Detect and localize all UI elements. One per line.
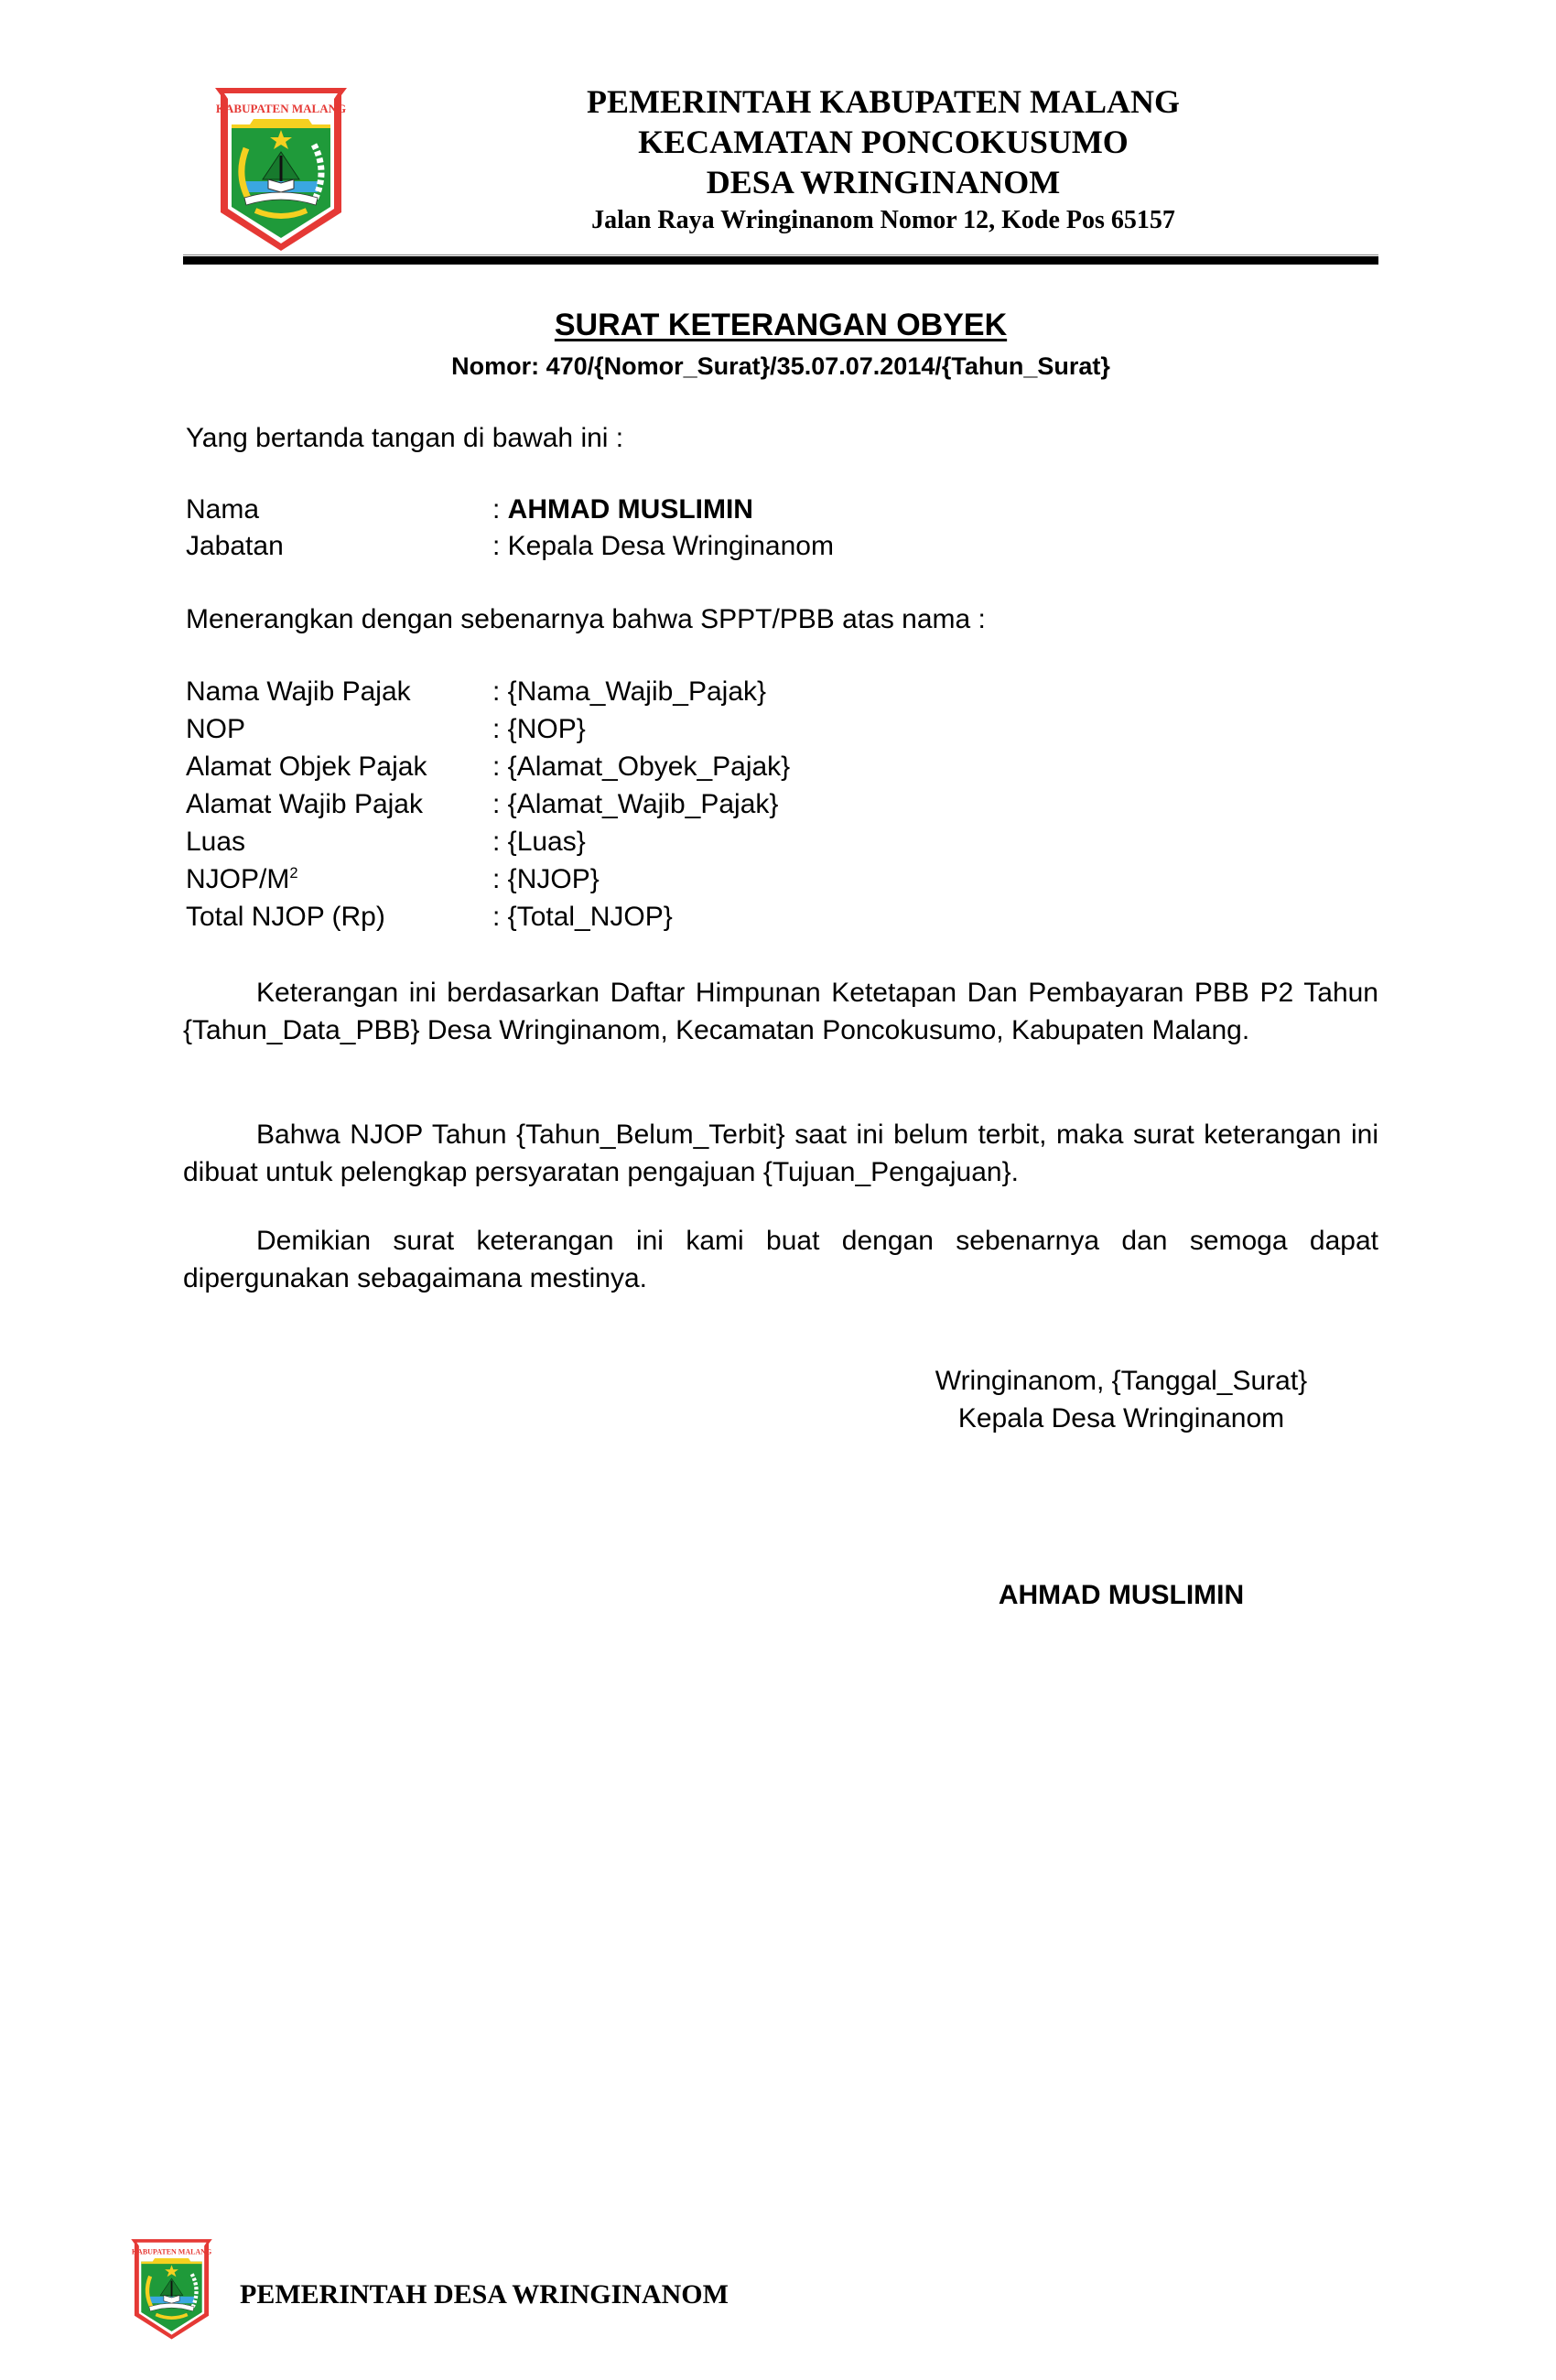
letterhead-rule	[183, 256, 1378, 265]
letterhead-address: Jalan Raya Wringinanom Nomor 12, Kode Pos 65157	[591, 206, 1175, 234]
document-number: Nomor: 470/{Nomor_Surat}/35.07.07.2014/{Tahun_Surat}	[451, 352, 1110, 380]
field-value-nama-wajib-pajak: : {Nama_Wajib_Pajak}	[492, 676, 767, 707]
emblem-icon	[130, 2236, 213, 2342]
signature-name: AHMAD MUSLIMIN	[998, 1580, 1245, 1610]
field-label-total-njop: Total NJOP (Rp)	[186, 902, 385, 932]
colon: :	[492, 494, 508, 525]
footer-text: PEMERINTAH DESA WRINGINANOM	[240, 2279, 729, 2310]
field-value-nop: : {NOP}	[492, 714, 586, 744]
paragraph-closing: Demikian surat keterangan ini kami buat dengan sebenarnya dan semoga dapat dipergunakan sebagaimana mestinya.	[183, 1226, 1378, 1293]
paragraph-basis: Keterangan ini berdasarkan Daftar Himpunan Ketetapan Dan Pembayaran PBB P2 Tahun {Tahun_Data_PBB} Desa Wringinanom, Kecamatan Poncokusumo, Kabupaten Malang.	[183, 978, 1378, 1045]
field-value-njop: : {NJOP}	[492, 864, 600, 894]
field-label-alamat-objek-pajak: Alamat Objek Pajak	[186, 752, 427, 782]
letterhead-government: PEMERINTAH KABUPATEN MALANG	[587, 83, 1180, 120]
field-value-luas: : {Luas}	[492, 827, 586, 857]
superscript-2: 2	[289, 865, 298, 882]
signer-position-value: : Kepala Desa Wringinanom	[492, 531, 834, 561]
field-label-nop: NOP	[186, 714, 246, 744]
signer-position-label: Jabatan	[186, 531, 284, 561]
signature-position: Kepala Desa Wringinanom	[957, 1403, 1285, 1433]
paragraph-njop-status: Bahwa NJOP Tahun {Tahun_Belum_Terbit} saat ini belum terbit, maka surat keterangan ini dibuat untuk pelengkap persyaratan pengajuan {Tujuan_Pengajuan}.	[183, 1120, 1378, 1187]
emblem-icon	[213, 84, 349, 254]
signer-name-label: Nama	[186, 494, 260, 525]
signature-place-date: Wringinanom, {Tanggal_Surat}	[935, 1366, 1308, 1396]
letterhead-district: KECAMATAN PONCOKUSUMO	[638, 124, 1129, 160]
footer-logo	[130, 2236, 213, 2342]
signer-name-value	[492, 496, 753, 524]
field-value-alamat-objek-pajak: : {Alamat_Obyek_Pajak}	[492, 752, 791, 782]
svg-text:KABUPATEN MALANG: KABUPATEN MALANG	[215, 102, 347, 115]
field-label-njop-per-m2	[186, 866, 298, 893]
document-title: SURAT KETERANGAN OBYEK	[554, 308, 1008, 342]
field-value-alamat-wajib-pajak: : {Alamat_Wajib_Pajak}	[492, 789, 779, 819]
statement-text: Menerangkan dengan sebenarnya bahwa SPPT/PBB atas nama :	[186, 604, 986, 634]
field-label-alamat-wajib-pajak: Alamat Wajib Pajak	[186, 789, 423, 819]
intro-text: Yang bertanda tangan di bawah ini :	[186, 423, 624, 453]
field-value-total-njop: : {Total_NJOP}	[492, 902, 673, 932]
njop-label-text: NJOP/M	[186, 864, 290, 894]
signer-name: AHMAD MUSLIMIN	[507, 494, 753, 525]
field-label-luas: Luas	[186, 827, 246, 857]
kabupaten-malang-logo	[213, 84, 349, 254]
field-label-nama-wajib-pajak: Nama Wajib Pajak	[186, 676, 411, 707]
svg-text:KABUPATEN MALANG: KABUPATEN MALANG	[131, 2247, 212, 2256]
letterhead-village: DESA WRINGINANOM	[706, 164, 1061, 200]
letterhead-rule-thin	[183, 254, 1378, 255]
